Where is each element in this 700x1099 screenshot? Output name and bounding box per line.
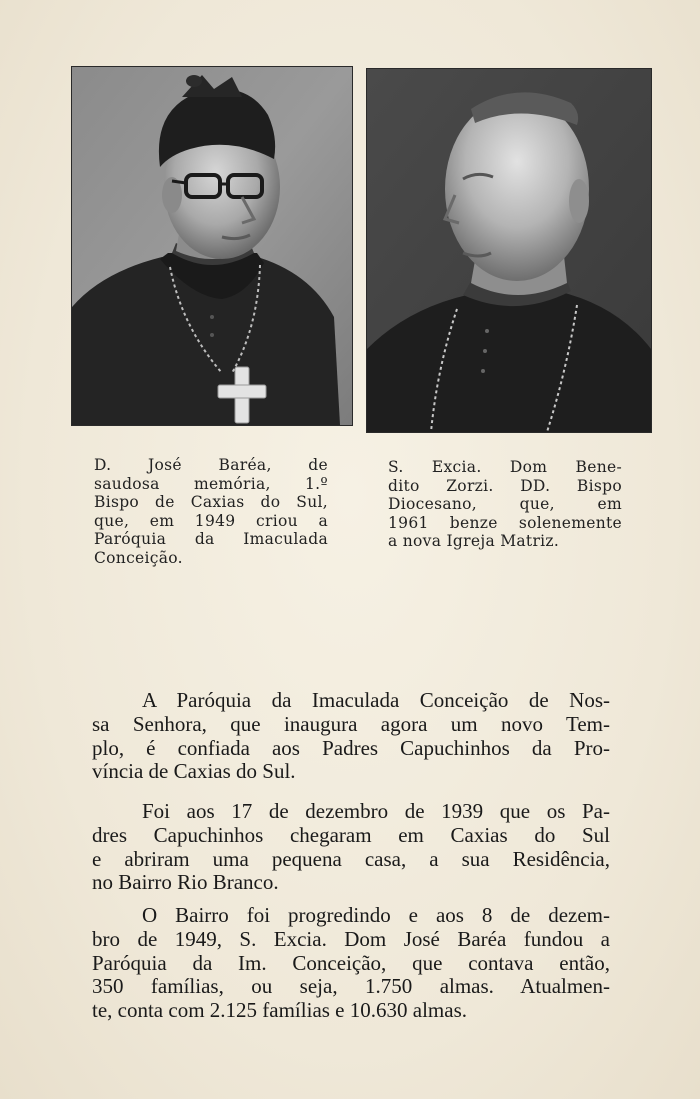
caption-line: a nova Igreja Matriz. bbox=[388, 532, 560, 551]
caption-line: saudosa memória, 1.º bbox=[94, 474, 328, 493]
caption-benedito-zorzi bbox=[388, 458, 622, 551]
caption-line: Paróquia da Imaculada bbox=[94, 530, 328, 549]
caption-line: que, em 1949 criou a bbox=[94, 511, 328, 530]
paragraph-parish-intro bbox=[92, 689, 610, 784]
paragraph-line: bro de 1949, S. Excia. Dom José Baréa fundou a bbox=[92, 926, 610, 951]
paragraph-capuchins-arrival bbox=[92, 800, 610, 895]
caption-line: S. Excia. Dom Bene- bbox=[388, 458, 622, 476]
paragraph-line: Paróquia da Im. Conceição, que contava então, bbox=[92, 950, 610, 975]
paragraph-line: e abriram uma pequena casa, a sua Residência, bbox=[92, 846, 610, 871]
paragraph-parish-founding bbox=[92, 904, 610, 1023]
caption-line: Bispo de Caxias do Sul, bbox=[94, 493, 328, 512]
caption-line: D. José Baréa, de bbox=[94, 456, 328, 474]
paragraph-line: no Bairro Rio Branco. bbox=[92, 870, 279, 895]
paragraph-line: te, conta com 2.125 famílias e 10.630 almas. bbox=[92, 998, 467, 1023]
portrait-photo-jose-barea bbox=[71, 66, 353, 426]
paragraph-line: plo, é confiada aos Padres Capuchinhos da Pro- bbox=[92, 735, 610, 760]
caption-line: 1961 benze solenemente bbox=[388, 513, 622, 532]
portrait-photo-benedito-zorzi bbox=[366, 68, 652, 433]
caption-line: Conceição. bbox=[94, 548, 183, 567]
caption-line: Diocesano, que, em bbox=[388, 495, 622, 514]
paragraph-line: Foi aos 17 de dezembro de 1939 que os Pa- bbox=[142, 799, 610, 823]
paragraph-line: sa Senhora, que inaugura agora um novo Tem- bbox=[92, 711, 610, 736]
paragraph-line: O Bairro foi progredindo e aos 8 de dezem- bbox=[142, 903, 610, 927]
caption-jose-barea bbox=[94, 456, 328, 568]
paragraph-line: dres Capuchinhos chegaram em Caxias do Sul bbox=[92, 822, 610, 847]
paragraph-line: A Paróquia da Imaculada Conceição de Nos- bbox=[142, 688, 610, 712]
paragraph-line: víncia de Caxias do Sul. bbox=[92, 759, 296, 784]
portrait-benedito-zorzi-image bbox=[367, 69, 651, 432]
caption-line: dito Zorzi. DD. Bispo bbox=[388, 476, 622, 495]
paragraph-line: 350 famílias, ou seja, 1.750 almas. Atualmen- bbox=[92, 974, 610, 999]
portrait-jose-barea-image bbox=[72, 67, 352, 425]
